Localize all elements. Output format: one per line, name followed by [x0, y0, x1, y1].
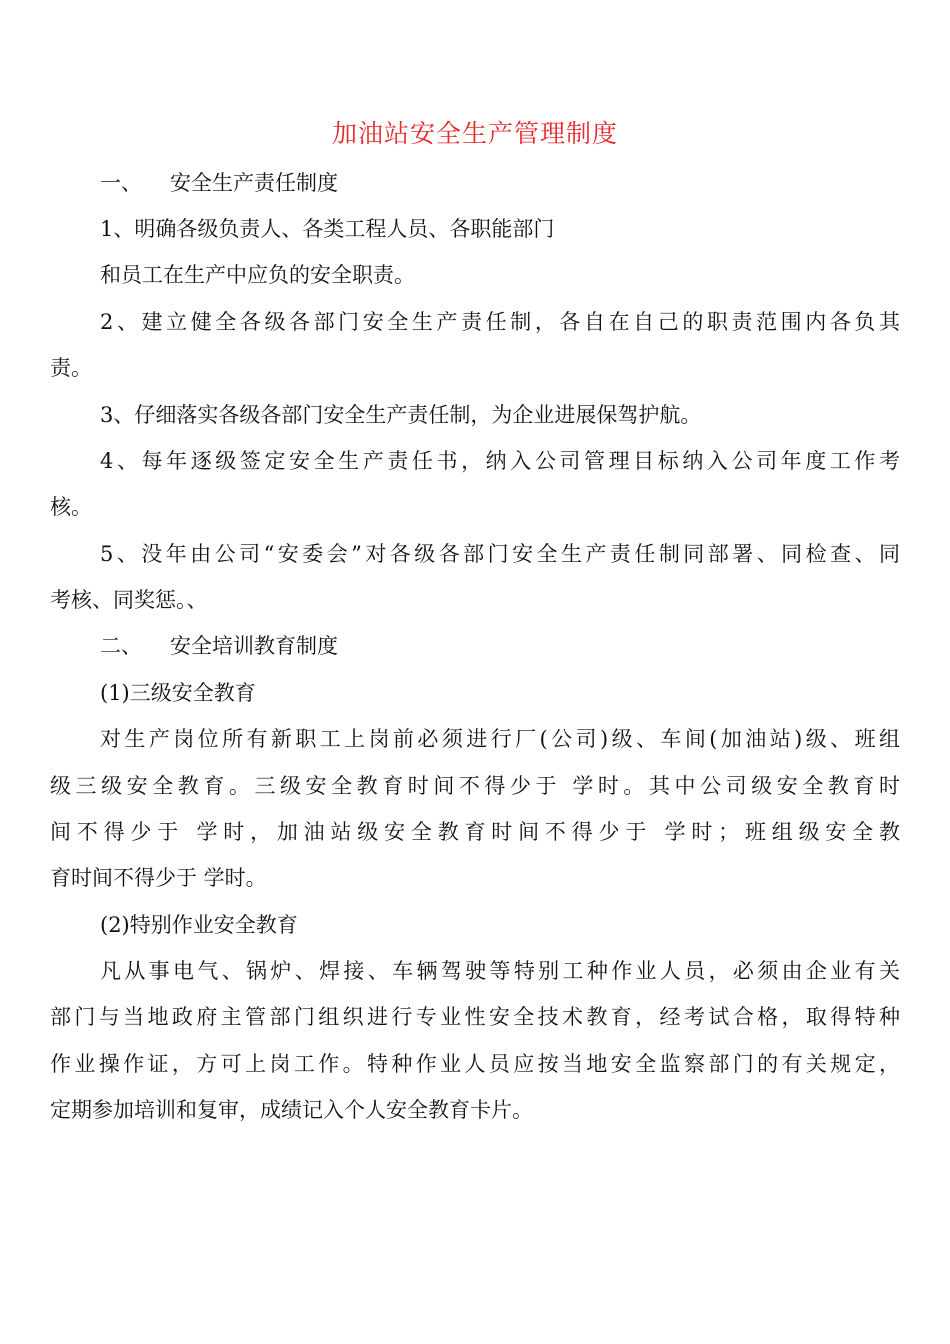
- section-1-heading: 安全生产责任制度: [170, 171, 338, 195]
- paragraph-line: 1、明确各级负责人、各类工程人员、各职能部门: [100, 217, 555, 241]
- document-title: 加油站安全生产管理制度: [331, 119, 618, 148]
- paragraph-line: 作业操作证，方可上岗工作。特种作业人员应按当地安全监察部门的有关规定，: [50, 1052, 900, 1076]
- paragraph-line: 和员工在生产中应负的安全职责。: [100, 263, 415, 287]
- paragraph-line: 级三级安全教育。三级安全教育时间不得少于 学时。其中公司级安全教育时: [50, 774, 900, 798]
- paragraph-line: 对生产岗位所有新职工上岗前必须进行厂(公司)级、车间(加油站)级、班组: [100, 727, 900, 751]
- paragraph-line: 定期参加培训和复审，成绩记入个人安全教育卡片。: [50, 1098, 533, 1122]
- paragraph-line: 凡从事电气、锅炉、焊接、车辆驾驶等特别工种作业人员，必须由企业有关: [100, 959, 900, 983]
- paragraph-line: 3、仔细落实各级各部门安全生产责任制，为企业进展保驾护航。: [100, 403, 702, 427]
- paragraph-line: 4、每年逐级签定安全生产责任书，纳入公司管理目标纳入公司年度工作考: [100, 449, 900, 473]
- paragraph-line: 育时间不得少于 学时。: [50, 866, 267, 890]
- paragraph-line: 2、建立健全各级各部门安全生产责任制，各自在自己的职责范围内各负其: [100, 310, 900, 334]
- paragraph-line: 责。: [50, 356, 92, 380]
- paragraph-line: 部门与当地政府主管部门组织进行专业性安全技术教育，经考试合格，取得特种: [50, 1005, 900, 1029]
- paragraph-line: 间不得少于 学时，加油站级安全教育时间不得少于 学时；班组级安全教: [50, 820, 900, 844]
- subheading: (1)三级安全教育: [100, 681, 256, 705]
- paragraph-line: 考核、同奖惩。、: [50, 588, 208, 612]
- paragraph-line: 核。: [50, 495, 92, 519]
- section-2-heading: 安全培训教育制度: [170, 634, 338, 658]
- paragraph-line: 5、没年由公司“安委会”对各级各部门安全生产责任制同部署、同检查、同: [100, 542, 900, 566]
- subheading: (2)特别作业安全教育: [100, 913, 298, 937]
- section-1-number: 一、: [100, 171, 142, 195]
- section-2-number: 二、: [100, 634, 142, 658]
